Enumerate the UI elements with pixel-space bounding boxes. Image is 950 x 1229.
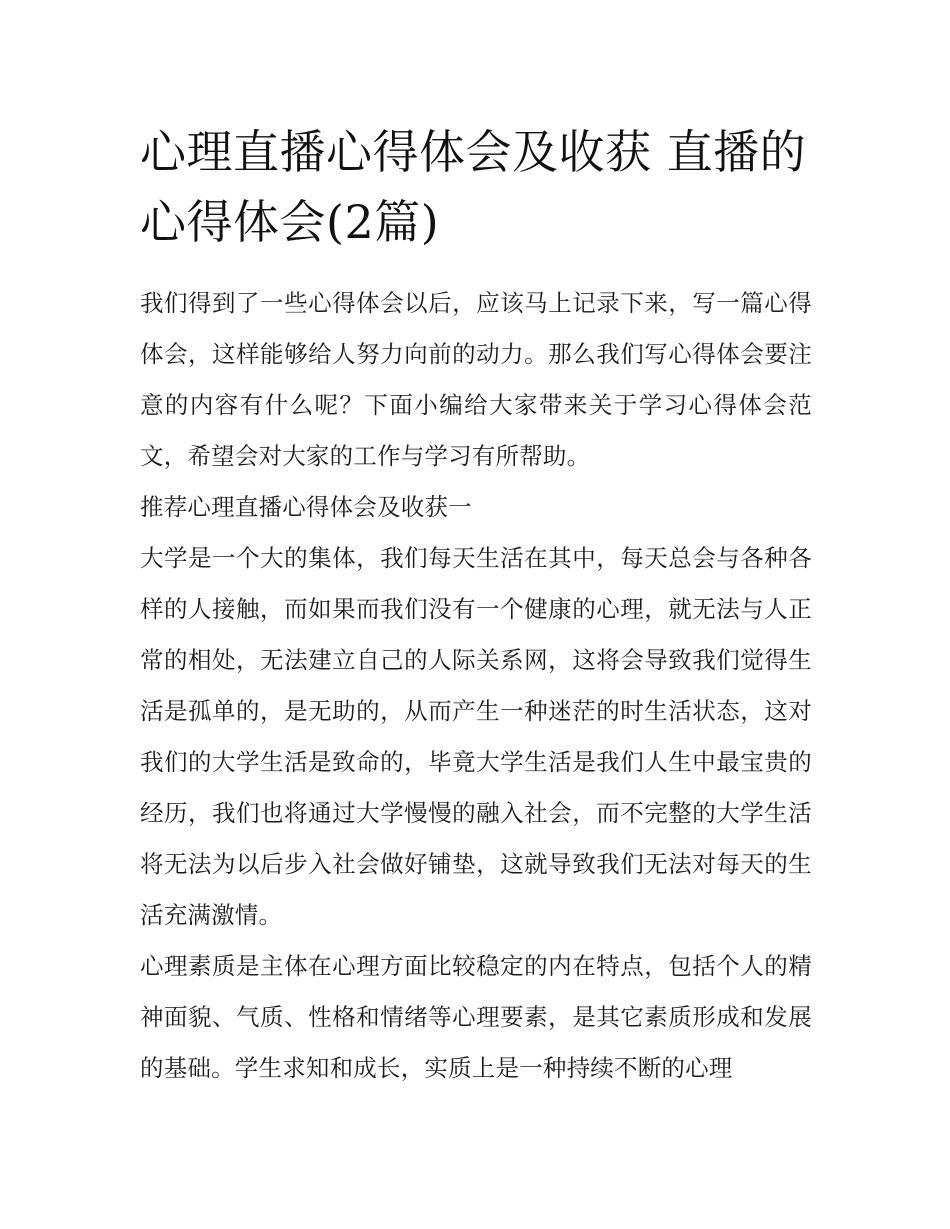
body-paragraph: 大学是一个大的集体，我们每天生活在其中，每天总会与各种各样的人接触，而如果而我们没有一个健康的心理，就无法与人正常的相处，无法建立自己的人际关系网，这将会导致我们觉得生活是孤单的，是无助的，从而产生一种迷茫的时生活状态，这对我们的大学生活是致命的，毕竟大学生活是我们人生中最宝贵的经历，我们也将通过大学慢慢的融入社会，而不完整的大学生活将无法为以后步入社会做好铺垫，这就导致我们无法对每天的生活充满激情。: [140, 544, 812, 929]
document-title: 心理直播心得体会及收获 直播的心得体会(2篇): [140, 125, 807, 249]
intro-paragraph: 我们得到了一些心得体会以后，应该马上记录下来，写一篇心得体会，这样能够给人努力向前的动力。那么我们写心得体会要注意的内容有什么呢？下面小编给大家带来关于学习心得体会范文，希望会对大家的工作与学习有所帮助。: [140, 289, 812, 470]
body-paragraph: 心理素质是主体在心理方面比较稳定的内在特点，包括个人的精神面貌、气质、性格和情绪等心理要素，是其它素质形成和发展的基础。学生求知和成长，实质上是一种持续不断的心理: [140, 952, 812, 1082]
section-heading: 推荐心理直播心得体会及收获一: [140, 493, 472, 521]
document-body: [140, 278, 812, 1094]
